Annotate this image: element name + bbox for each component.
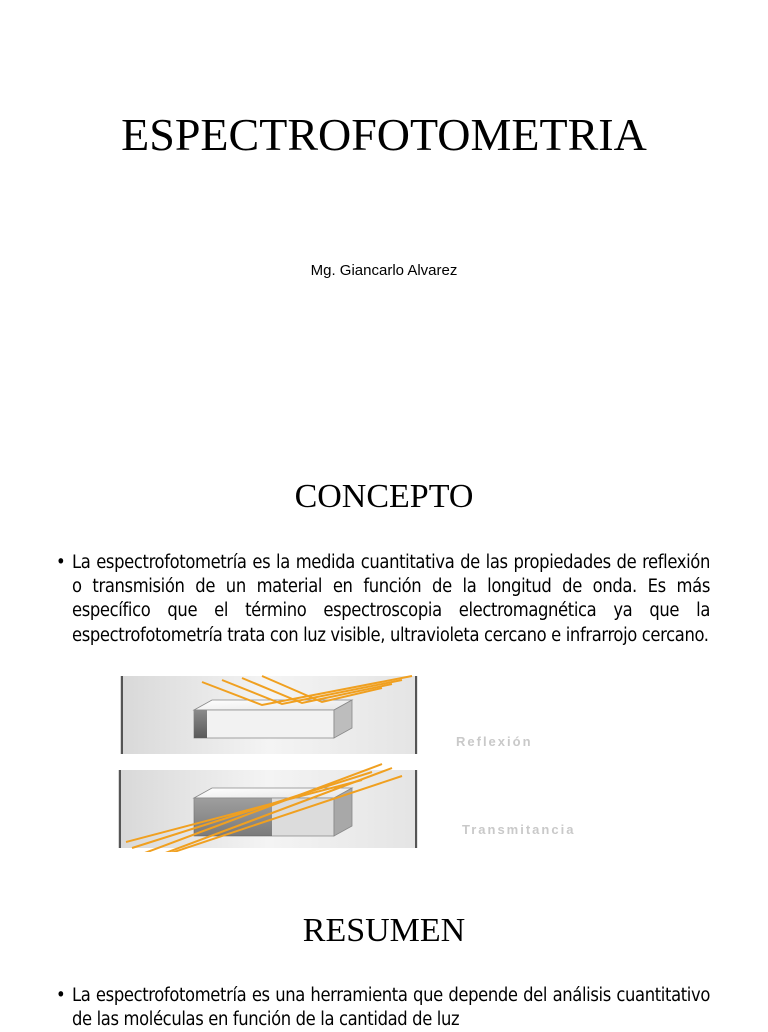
bullet-icon: • [56, 985, 66, 1006]
author-subtitle: Mg. Giancarlo Alvarez [310, 262, 458, 279]
reflection-diagram [120, 676, 533, 754]
concepto-text: La espectrofotometría es la medida cuantitativa de las propiedades de reflexión o transmisión de un material en función de la longitud de onda. Es más específico que el término espectroscopia electromagnética ya que la espectrofotometría trata con luz visible, ultravioleta cercano e infrarrojo cercano. [72, 552, 710, 646]
slide-title [0, 0, 768, 420]
figure-label-transmitancia: Transmitancia [462, 822, 576, 837]
section-title-concepto: CONCEPTO [294, 478, 474, 515]
reflection-transmission-figure [112, 672, 712, 852]
transmission-diagram [118, 764, 575, 852]
slide-resumen [0, 880, 768, 1031]
section-title-resumen: RESUMEN [302, 912, 466, 949]
figure-label-reflexion: Reflexión [456, 734, 533, 749]
page-title: ESPECTROFOTOMETRIA [121, 109, 647, 160]
bullet-icon: • [56, 552, 66, 573]
concepto-bullet [56, 551, 710, 648]
resumen-bullet [56, 984, 710, 1032]
resumen-text: La espectrofotometría es una herramienta que depende del análisis cuantitativo de las moléculas en función de la cantidad de luz [72, 985, 710, 1031]
